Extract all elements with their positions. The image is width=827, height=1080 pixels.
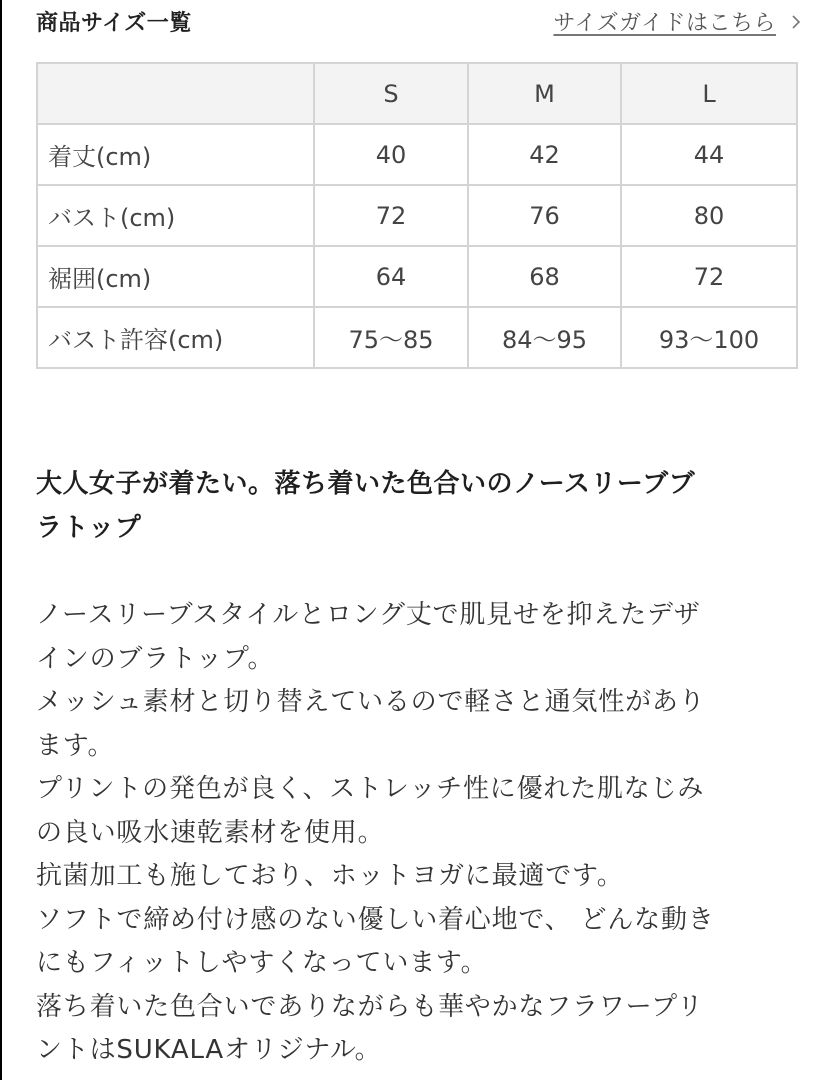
description-line: の良い吸水速乾素材を使用。 (36, 817, 385, 848)
table-cell: 64 (314, 246, 468, 307)
description-line: インのブラトップ。 (36, 643, 275, 674)
table-cell: 75〜85 (314, 307, 468, 368)
table-header-row (37, 63, 797, 124)
table-corner-cell (37, 63, 314, 124)
row-label-length: 着丈(cm) (37, 124, 314, 185)
table-cell: 76 (468, 185, 621, 246)
description-line: ノースリーブスタイルとロング丈で肌見せを抑えたデザ (36, 600, 701, 630)
chevron-right-icon (788, 14, 804, 30)
table-row (37, 124, 797, 185)
table-cell: 42 (468, 124, 621, 185)
description-line: プリントの発色が良く、ストレッチ性に優れた肌なじみ (36, 774, 705, 804)
size-list-header (36, 0, 804, 44)
left-edge-border (0, 0, 2, 1080)
size-guide-link-text[interactable]: サイズガイドはこちら (553, 11, 776, 36)
table-cell: 84〜95 (468, 307, 621, 368)
description-line: ます。 (36, 730, 115, 761)
table-cell: 93〜100 (621, 307, 797, 368)
table-cell: 44 (621, 124, 797, 185)
description-line: にもフィットしやすくなっています。 (36, 948, 488, 978)
row-label-bust-range: バスト許容(cm) (37, 307, 314, 368)
table-cell: 72 (314, 185, 468, 246)
table-row (37, 307, 797, 368)
description-line: ソフトで締め付け感のない優しい着心地で、 どんな動き (36, 904, 715, 935)
description-line: 落ち着いた色合いでありながらも華やかなフラワープリ (36, 991, 704, 1022)
product-description (36, 594, 806, 1073)
table-row (37, 185, 797, 246)
row-label-bust: バスト(cm) (37, 185, 314, 246)
table-cell: 80 (621, 185, 797, 246)
row-label-hem: 裾囲(cm) (37, 246, 314, 307)
product-heading-line: ラトップ (36, 513, 142, 543)
table-cell: 68 (468, 246, 621, 307)
description-line: 抗菌加工も施しており、ホットヨガに最適です。 (36, 861, 624, 891)
table-cell: 40 (314, 124, 468, 185)
column-header-s: S (314, 63, 468, 124)
size-guide-link[interactable] (553, 6, 804, 37)
product-heading (36, 462, 796, 550)
description-line: メッシュ素材と切り替えているので軽さと通気性があり (36, 687, 706, 717)
table-row (37, 246, 797, 307)
description-line: ントはSUKALAオリジナル。 (36, 1035, 382, 1065)
table-cell: 72 (621, 246, 797, 307)
column-header-l: L (621, 63, 797, 124)
section-title: 商品サイズ一覧 (36, 11, 192, 36)
column-header-m: M (468, 63, 621, 124)
product-heading-line: 大人女子が着たい。落ち着いた色合いのノースリーブブ (36, 469, 696, 499)
size-table (36, 62, 798, 369)
